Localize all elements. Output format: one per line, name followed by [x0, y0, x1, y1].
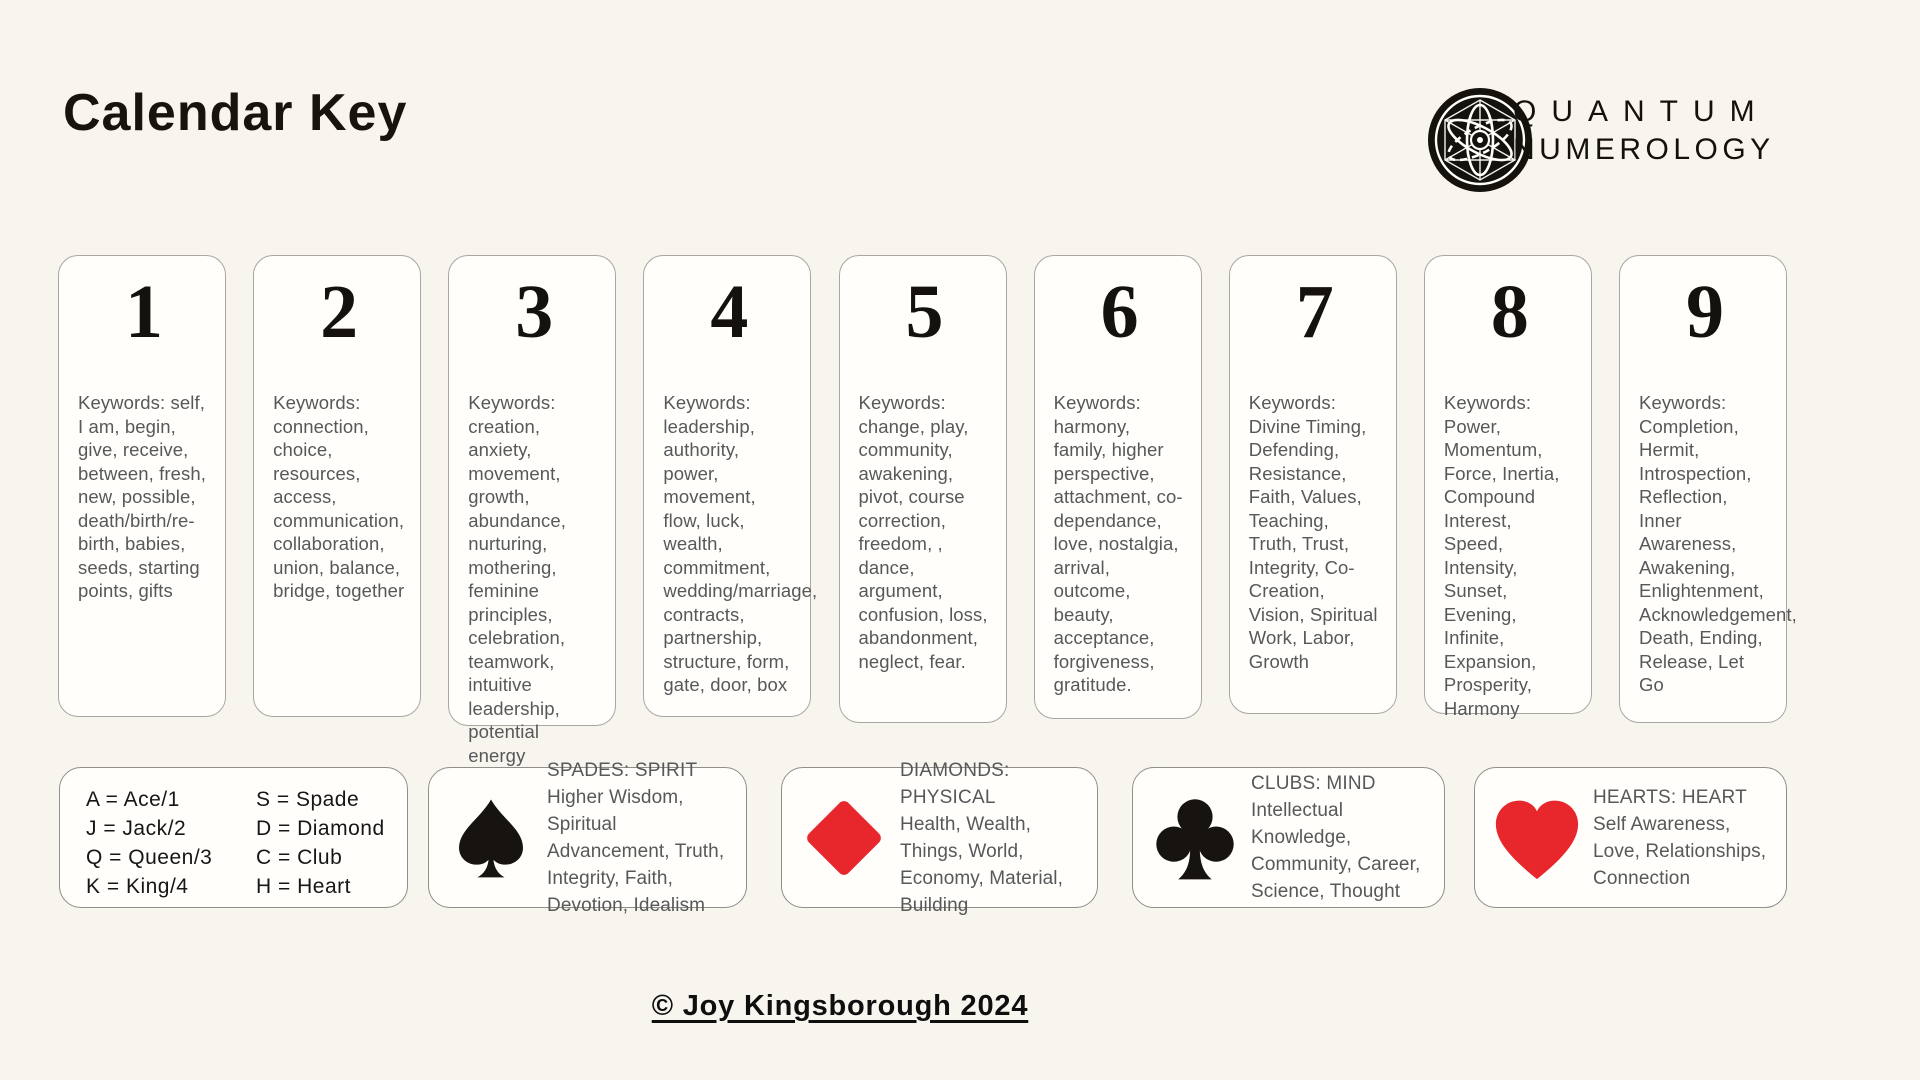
- diamonds-legend-box: [781, 759, 1098, 916]
- copyright-text: © Joy Kingsborough 2024: [651, 990, 1029, 1022]
- card-keywords: Keywords: leadership, authority, power, movement, flow, luck, wealth, commitment, wedding/marriage, contracts, partnership, structure, form, gate, door, box: [663, 392, 818, 695]
- card-number: 6: [1100, 270, 1139, 354]
- number-card-3: [448, 255, 616, 766]
- abbrev-king: K = King/4: [86, 875, 189, 898]
- suit-title: CLUBS: MIND: [1251, 773, 1376, 794]
- abbrev-diamond: D = Diamond: [256, 817, 385, 840]
- suit-description: Higher Wisdom, Spiritual Advancement, Truth, Integrity, Faith, Devotion, Idealism: [547, 786, 725, 916]
- abbreviations-column-suits: [256, 785, 385, 901]
- suit-description: Self Awareness, Love, Relationships, Connection: [1593, 813, 1767, 889]
- diamond-icon: [796, 793, 892, 883]
- card-number: 1: [125, 270, 163, 354]
- logo-word-numerology: NUMEROLOGY: [1513, 133, 1775, 166]
- spade-icon: [443, 793, 539, 883]
- number-card-5: [839, 255, 1007, 723]
- abbrev-queen: Q = Queen/3: [86, 846, 213, 869]
- card-number: 4: [710, 270, 749, 354]
- suit-title: HEARTS: HEART: [1593, 786, 1747, 808]
- card-keywords: Keywords: creation, anxiety, movement, growth, abundance, nurturing, mothering, feminine principles, celebration, teamwork, intuitive leadership, potential energy: [468, 392, 566, 766]
- suit-description: Intellectual Knowledge, Community, Career, Science, Thought: [1251, 800, 1421, 902]
- number-card-2: [253, 255, 421, 717]
- number-card-1: [58, 255, 226, 717]
- suit-title: SPADES: SPIRIT: [547, 759, 698, 781]
- card-number: 7: [1295, 270, 1334, 354]
- page-title: Calendar Key: [63, 83, 408, 142]
- abbreviations-column-values: [86, 785, 256, 901]
- card-keywords: Keywords: Completion, Hermit, Introspection, Reflection, Inner Awareness, Awakening, Enlightenment, Acknowledgement, Death, Ending, Release, Let Go: [1639, 392, 1797, 695]
- card-keywords: Keywords: Divine Timing, Defending, Resistance, Faith, Values, Teaching, Truth, Trust, Integrity, Co-Creation, Vision, Spiritual Work, Labor, Growth: [1248, 392, 1378, 672]
- number-card-4: [643, 255, 818, 717]
- quantum-numerology-logo: [1427, 87, 1787, 197]
- abbrev-club: C = Club: [256, 846, 343, 869]
- hearts-legend-box: [1474, 767, 1787, 908]
- card-number: 9: [1686, 270, 1724, 354]
- card-number: 2: [320, 270, 359, 354]
- card-keywords: Keywords: change, play, community, awakening, pivot, course correction, freedom, , dance, argument, confusion, loss, abandonment, neglect, fear.: [858, 392, 988, 672]
- number-cards-row: [58, 255, 1797, 766]
- clubs-legend-box: [1132, 767, 1445, 908]
- spades-legend-box: [428, 759, 747, 916]
- abbrev-jack: J = Jack/2: [86, 817, 187, 840]
- abbrev-ace: A = Ace/1: [86, 788, 180, 811]
- abbrev-heart: H = Heart: [256, 875, 351, 898]
- logo-word-quantum: QUANTUM: [1513, 95, 1770, 128]
- number-card-7: [1229, 255, 1397, 714]
- number-card-9: [1619, 255, 1797, 723]
- number-card-6: [1034, 255, 1202, 719]
- card-abbreviations-box: [59, 767, 408, 908]
- card-keywords: Keywords: Power, Momentum, Force, Inertia, Compound Interest, Speed, Intensity, Sunset, Evening, Infinite, Expansion, Prosperity, Harmony: [1443, 392, 1560, 719]
- suit-description: Health, Wealth, Things, World, Economy, Material, Building: [900, 813, 1064, 916]
- club-icon: [1147, 793, 1243, 883]
- card-number: 8: [1490, 270, 1529, 354]
- card-number: 3: [515, 270, 554, 354]
- card-keywords: Keywords: connection, choice, resources, access, communication, collaboration, union, balance, bridge, together: [273, 392, 405, 601]
- card-keywords: Keywords: harmony, family, higher perspective, attachment, co-dependance, love, nostalgia, arrival, outcome, beauty, acceptance, forgiveness, gratitude.: [1053, 392, 1183, 695]
- abbrev-spade: S = Spade: [256, 788, 360, 811]
- number-card-8: [1424, 255, 1592, 719]
- logo-wordmark: [1513, 93, 1775, 169]
- heart-icon: [1489, 795, 1585, 881]
- card-number: 5: [905, 270, 944, 354]
- suit-title: DIAMONDS: PHYSICAL: [900, 759, 1010, 808]
- card-keywords: Keywords: self, I am, begin, give, receive, between, fresh, new, possible, death/birth/re-birth, babies, seeds, starting points, gifts: [78, 392, 206, 601]
